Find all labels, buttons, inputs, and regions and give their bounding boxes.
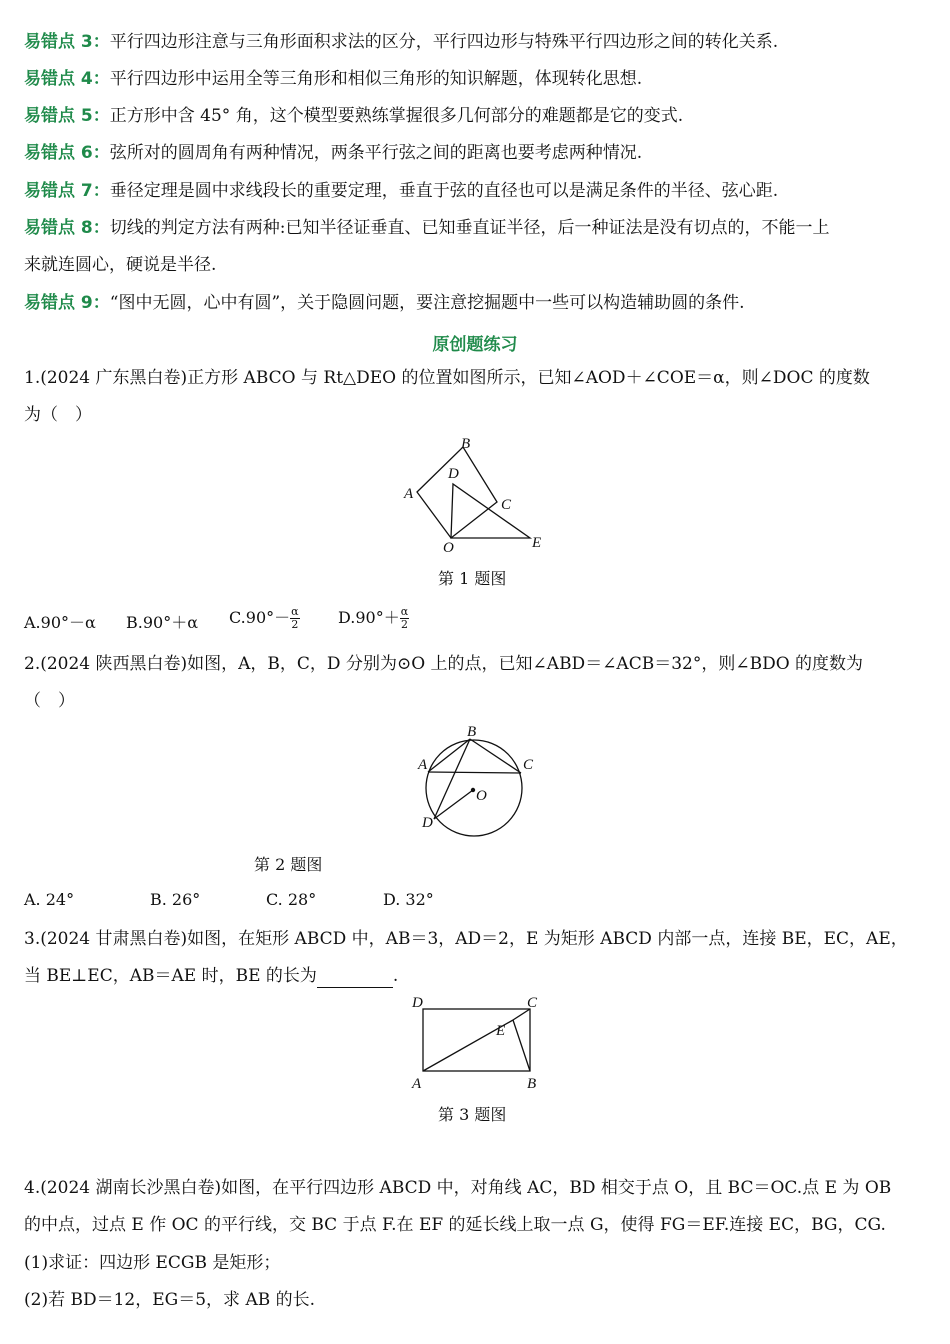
tip-9 [24, 291, 745, 315]
chord-ab [428, 739, 470, 772]
label-a: A [412, 1076, 422, 1092]
tip-text: 平行四边形注意与三角形面积求法的区分，平行四边形与特殊平行四边形之间的转化关系. [109, 32, 779, 52]
option-prefix: D.90°＋ [338, 608, 400, 627]
tip-8 [24, 216, 829, 240]
q2-option-c: C. 28° [266, 890, 317, 909]
q4-part-2: (2)若 BD＝12，EG＝5，求 AB 的长. [24, 1290, 316, 1310]
q2-option-b: B. 26° [150, 890, 201, 909]
tip-5 [24, 104, 683, 128]
tip-text: 弦所对的圆周角有两种情况，两条平行弦之间的距离也要考虑两种情况. [109, 143, 643, 163]
q1-figure [395, 432, 555, 557]
label-b: B [467, 724, 477, 740]
fraction-numerator: α [291, 605, 299, 618]
q3-stem-prefix: 当 BE⊥EC，AB＝AE 时，BE 的长为 [24, 966, 317, 986]
tip-text: 垂径定理是圆中求线段长的重要定理，垂直于弦的直径也可以是满足条件的半径、弦心距. [109, 181, 779, 201]
circle-o [426, 740, 522, 836]
square-abco [417, 447, 497, 538]
fraction [290, 606, 299, 631]
tip-text: 平行四边形中运用全等三角形和相似三角形的知识解题，体现转化思想. [109, 69, 643, 89]
tip-text: 正方形中含 45° 角，这个模型要熟练掌握很多几何部分的难题都是它的变式. [109, 106, 684, 126]
q1-caption: 第 1 题图 [438, 569, 507, 588]
label-b: B [527, 1076, 537, 1092]
label-c: C [527, 995, 538, 1011]
fraction-denominator: 2 [291, 618, 299, 631]
q3-stem: 3.(2024 甘肃黑白卷)如图，在矩形 ABCD 中，AB＝3，AD＝2，E 为矩形 ABCD 内部一点，连接 BE，EC，AE， [24, 929, 908, 949]
tip-text: “图中无圆，心中有圆”，关于隐圆问题，要注意挖掘题中一些可以构造辅助圆的条件. [109, 293, 745, 313]
q4-stem: 4.(2024 湖南长沙黑白卷)如图，在平行四边形 ABCD 中，对角线 AC，BD 相交于点 O，且 BC＝OC.点 E 为 OB [24, 1178, 892, 1198]
label-c: C [523, 757, 534, 773]
label-b: B [461, 436, 471, 452]
q2-stem-cont: （ ） [24, 691, 75, 711]
fraction-denominator: 2 [400, 618, 408, 631]
label-e: E [532, 535, 542, 551]
tip-text: 切线的判定方法有两种:已知半径证垂直、已知垂直证半径，后一种证法是没有切点的，不能一上 [109, 218, 830, 238]
tip-label: 易错点 7： [24, 181, 110, 201]
tip-label: 易错点 9： [24, 293, 110, 313]
q2-option-a: A. 24° [24, 890, 75, 909]
segment-be [513, 1020, 530, 1071]
tip-6 [24, 141, 642, 165]
q2-caption: 第 2 题图 [254, 855, 323, 874]
q3-stem-cont [24, 964, 398, 988]
answer-blank[interactable] [317, 969, 393, 988]
tip-label: 易错点 5： [24, 106, 110, 126]
option-prefix: C.90°－ [229, 608, 291, 627]
q1-option-c [229, 605, 300, 631]
label-d: D [412, 995, 423, 1011]
label-o: O [443, 540, 454, 556]
q3-stem-suffix: . [392, 966, 399, 986]
section-title: 原创题练习 [432, 335, 518, 355]
q4-part-1: (1)求证：四边形 ECGB 是矩形； [24, 1253, 281, 1273]
label-o: O [476, 788, 487, 804]
q1-option-b: B.90°＋α [126, 613, 199, 632]
chord-bd [434, 739, 470, 819]
label-a: A [404, 486, 414, 502]
label-d: D [422, 815, 433, 831]
tip-8-cont: 来就连圆心，硬说是半径. [24, 255, 217, 275]
chord-ac [428, 772, 521, 773]
q2-figure [412, 722, 542, 837]
tip-label: 易错点 3： [24, 32, 110, 52]
q3-figure [405, 993, 550, 1092]
tip-label: 易错点 6： [24, 143, 110, 163]
tip-3 [24, 30, 778, 54]
q1-stem-cont: 为（ ） [24, 405, 92, 425]
fraction [400, 606, 409, 631]
q1-option-d [338, 605, 409, 631]
q2-option-d: D. 32° [383, 890, 434, 909]
chord-bc [470, 739, 521, 773]
tip-label: 易错点 8： [24, 218, 110, 238]
q1-stem: 1.(2024 广东黑白卷)正方形 ABCO 与 Rt△DEO 的位置如图所示，已知∠AOD＋∠COE＝α，则∠DOC 的度数 [24, 368, 870, 388]
q3-caption: 第 3 题图 [438, 1105, 507, 1124]
q4-stem-cont: 的中点，过点 E 作 OC 的平行线，交 BC 于点 F.在 EF 的延长线上取一点 G，使得 FG＝EF.连接 EC，BG，CG. [24, 1215, 886, 1235]
tip-7 [24, 179, 778, 203]
tip-4 [24, 67, 642, 91]
label-c: C [501, 497, 512, 513]
label-e: E [496, 1023, 506, 1039]
fraction-numerator: α [400, 605, 409, 618]
label-a: A [418, 757, 428, 773]
label-d: D [448, 466, 459, 482]
center-dot [471, 788, 475, 792]
tip-label: 易错点 4： [24, 69, 110, 89]
q1-option-a: A.90°－α [24, 613, 96, 632]
q2-stem: 2.(2024 陕西黑白卷)如图，A，B，C，D 分别为⊙O 上的点，已知∠ABD＝∠ACB＝32°，则∠BDO 的度数为 [24, 654, 864, 674]
